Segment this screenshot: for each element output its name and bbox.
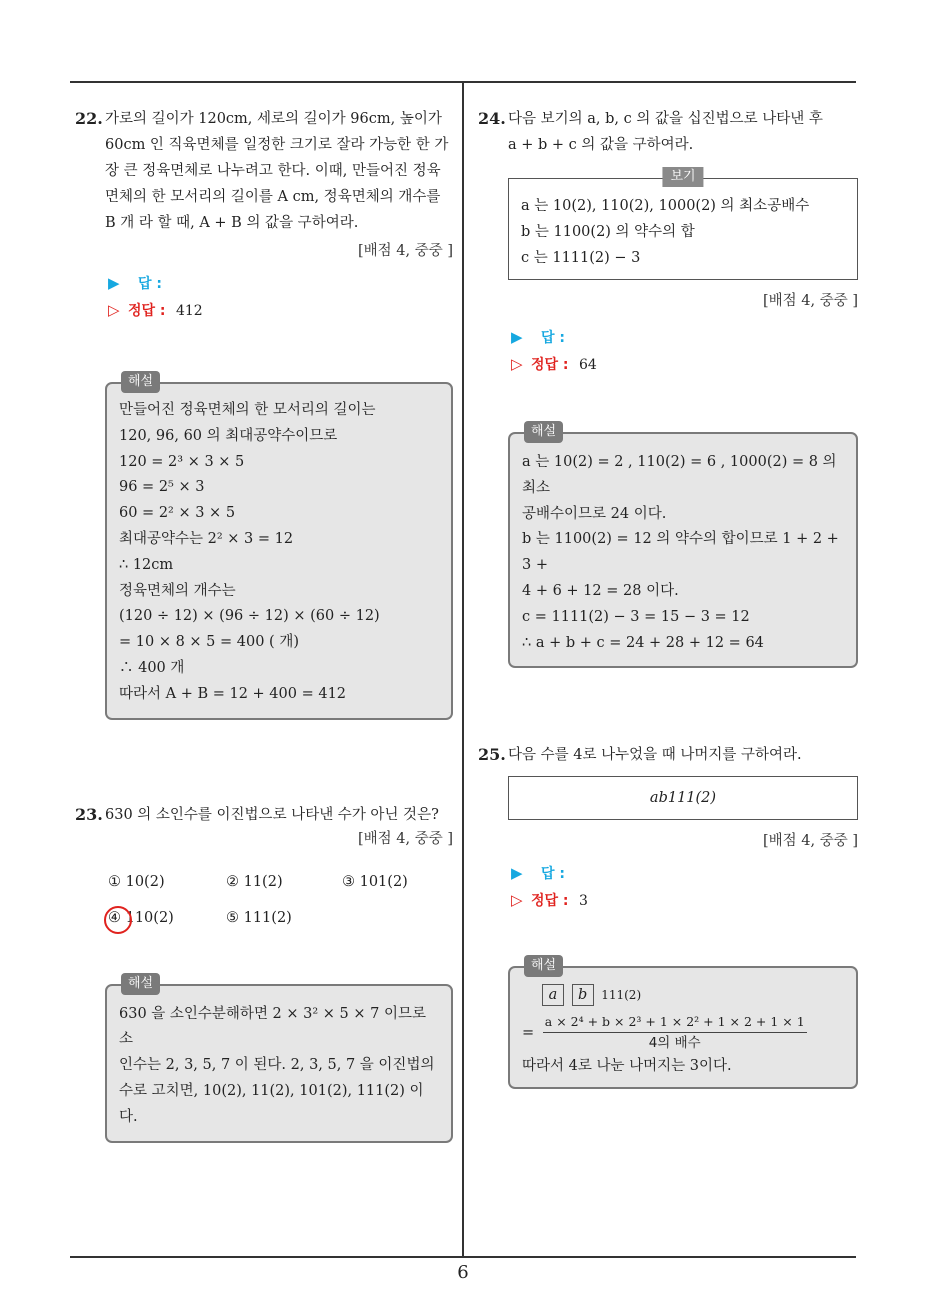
- question-text: [75, 802, 453, 828]
- question-23: [75, 802, 453, 850]
- correct-value: 64: [578, 357, 597, 373]
- solution-line: = 10 × 8 × 5 = 400 ( 개): [119, 634, 299, 651]
- solution-box: [508, 958, 858, 1089]
- choice-5[interactable]: ⑤ 111(2): [226, 909, 292, 926]
- question-text: [478, 742, 858, 768]
- page-number: 6: [457, 1262, 469, 1283]
- question-number: 24.: [478, 109, 506, 128]
- question-number: 25.: [478, 745, 506, 765]
- answer-label: 답 :: [138, 276, 162, 292]
- question-line: 다음 보기의 a, b, c 의 값을 십진법으로 나타낸 후: [508, 111, 823, 127]
- column-divider: [462, 82, 464, 1257]
- question-line: 가로의 길이가 120cm, 세로의 길이가 96cm, 높이가: [105, 111, 442, 127]
- answer-label: 답 :: [541, 330, 565, 346]
- score-label: [배점 4, 중중 ]: [762, 293, 858, 309]
- solution-line: b 는 1100(2) = 12 의 약수의 합이므로 1 + 2 + 3 +: [522, 531, 839, 574]
- solution-line: a 는 10(2) = 2 , 110(2) = 6 , 1000(2) = 8 의 최소: [522, 454, 837, 496]
- bogi-box: [508, 169, 858, 280]
- solution-line: 96 = 2⁵ × 3: [119, 479, 205, 496]
- solution-line: ∴ a + b + c = 24 + 28 + 12 = 64: [522, 634, 764, 651]
- outline-triangle-icon: ▷: [108, 301, 120, 319]
- solution-box: [105, 374, 453, 720]
- correct-label: 정답 :: [531, 357, 569, 373]
- question-25: [478, 742, 858, 768]
- solution-line: (120 ÷ 12) × (96 ÷ 12) × (60 ÷ 12): [119, 608, 380, 625]
- question-line: 다음 수를 4로 나누었을 때 나머지를 구하여라.: [508, 747, 802, 764]
- solution-line: c = 1111(2) − 3 = 15 − 3 = 12: [522, 608, 750, 625]
- solution-line: ∴ 400 개: [119, 659, 185, 676]
- solution-box: [508, 424, 858, 668]
- answer-block: [511, 324, 858, 378]
- answer-block: [108, 270, 453, 324]
- left-column: [75, 100, 453, 1143]
- expression-box: [508, 776, 858, 820]
- outline-triangle-icon: ▷: [511, 355, 523, 373]
- answer-line: [511, 324, 858, 351]
- question-line: B 개 라 할 때, A + B 의 값을 구하여라.: [105, 215, 359, 231]
- answer-block: [511, 860, 858, 914]
- choice-4-label: ④ 110(2): [108, 909, 174, 926]
- bogi-line: c 는 1111(2) − 3: [521, 250, 641, 266]
- solution-line: 인수는 2, 3, 5, 7 이 된다. 2, 3, 5, 7 을 이진법의: [119, 1057, 435, 1074]
- question-24: [478, 106, 858, 158]
- choice-3[interactable]: ③ 101(2): [342, 873, 408, 890]
- question-text: [75, 106, 453, 236]
- question-line: a + b + c 의 값을 구하여라.: [508, 137, 694, 153]
- solution-line: ∴ 12cm: [119, 556, 174, 573]
- answer-line: [511, 860, 858, 887]
- question-22: [75, 106, 453, 262]
- bottom-rule: [70, 1256, 856, 1258]
- correct-answer-line: [511, 887, 858, 914]
- answer-line: [108, 270, 453, 297]
- choice-list: [108, 874, 453, 944]
- score-label: [배점 4, 중중 ]: [357, 830, 453, 847]
- question-line: 면체의 한 모서리의 길이를 A cm, 정육면체의 개수를: [105, 189, 441, 205]
- answer-label: 답 :: [541, 866, 565, 883]
- solution-line: 따라서 4로 나눈 나머지는 3이다.: [522, 1058, 732, 1075]
- digit-rest: 111(2): [601, 988, 642, 1003]
- bogi-line: a 는 10(2), 110(2), 1000(2) 의 최소공배수: [521, 198, 810, 214]
- correct-label: 정답 :: [531, 893, 569, 910]
- equals-sign: =: [522, 1024, 535, 1041]
- solution-line: 만들어진 정육면체의 한 모서리의 길이는: [119, 402, 376, 418]
- solution-line: 630 을 소인수분해하면 2 × 3² × 5 × 7 이므로 소: [119, 1005, 427, 1048]
- digit-box-a: a: [542, 984, 564, 1006]
- question-number: 23.: [75, 804, 103, 824]
- bogi-line: b 는 1100(2) 의 약수의 합: [521, 224, 695, 240]
- solution-line: 정육면체의 개수는: [119, 582, 236, 599]
- question-line: 60cm 인 직육면체를 일정한 크기로 잘라 가능한 한 가: [105, 137, 449, 153]
- question-line: 장 큰 정육면체로 나누려고 한다. 이때, 만들어진 정육: [105, 163, 441, 179]
- correct-value: 3: [578, 893, 588, 910]
- solution-tag: 해설: [524, 421, 563, 443]
- correct-value: 412: [175, 303, 203, 319]
- choice-2[interactable]: ② 11(2): [226, 873, 283, 890]
- bogi-tag: 보기: [662, 167, 703, 187]
- solution-line: 따라서 A + B = 12 + 400 = 412: [119, 685, 347, 702]
- solution-line: 공배수이므로 24 이다.: [522, 505, 667, 522]
- play-triangle-icon: ▶: [511, 328, 523, 346]
- correct-answer-line: [511, 351, 858, 378]
- fraction-row: [522, 1012, 844, 1053]
- digit-box-b: b: [572, 984, 594, 1006]
- fraction: [543, 1012, 807, 1053]
- choice-1[interactable]: ① 10(2): [108, 873, 165, 890]
- question-line: 630 의 소인수를 이진법으로 나타낸 수가 아닌 것은?: [105, 806, 439, 823]
- play-triangle-icon: ▶: [108, 274, 120, 292]
- digit-boxes-row: [542, 984, 844, 1006]
- expression-text: ab111(2): [649, 790, 717, 807]
- right-column: [478, 100, 858, 1089]
- solution-line: 60 = 2² × 3 × 5: [119, 505, 236, 522]
- choice-4[interactable]: [108, 910, 174, 926]
- outline-triangle-icon: ▷: [511, 891, 523, 910]
- correct-label: 정답 :: [128, 303, 166, 319]
- solution-tag: 해설: [524, 955, 563, 977]
- correct-answer-line: [108, 297, 453, 324]
- fraction-denominator: 4의 배수: [648, 1035, 701, 1052]
- solution-line: 수로 고치면, 10(2), 11(2), 101(2), 111(2) 이다.: [119, 1082, 424, 1125]
- solution-line: 최대공약수는 2² × 3 = 12: [119, 530, 294, 547]
- question-number: 22.: [75, 109, 103, 128]
- question-text: [478, 106, 858, 158]
- solution-tag: 해설: [121, 371, 160, 393]
- score-label: [배점 4, 중중 ]: [762, 833, 858, 850]
- solution-line: 120 = 2³ × 3 × 5: [119, 453, 245, 470]
- solution-box: [105, 975, 453, 1143]
- solution-line: 120, 96, 60 의 최대공약수이므로: [119, 427, 338, 444]
- fraction-numerator: a × 2⁴ + b × 2³ + 1 × 2² + 1 × 2 + 1 × 1: [543, 1012, 807, 1033]
- solution-tag: 해설: [121, 973, 160, 995]
- score-label: [배점 4, 중중 ]: [357, 243, 453, 259]
- selected-circle-icon: [104, 906, 132, 934]
- play-triangle-icon: ▶: [511, 864, 523, 883]
- solution-line: 4 + 6 + 12 = 28 이다.: [522, 582, 679, 599]
